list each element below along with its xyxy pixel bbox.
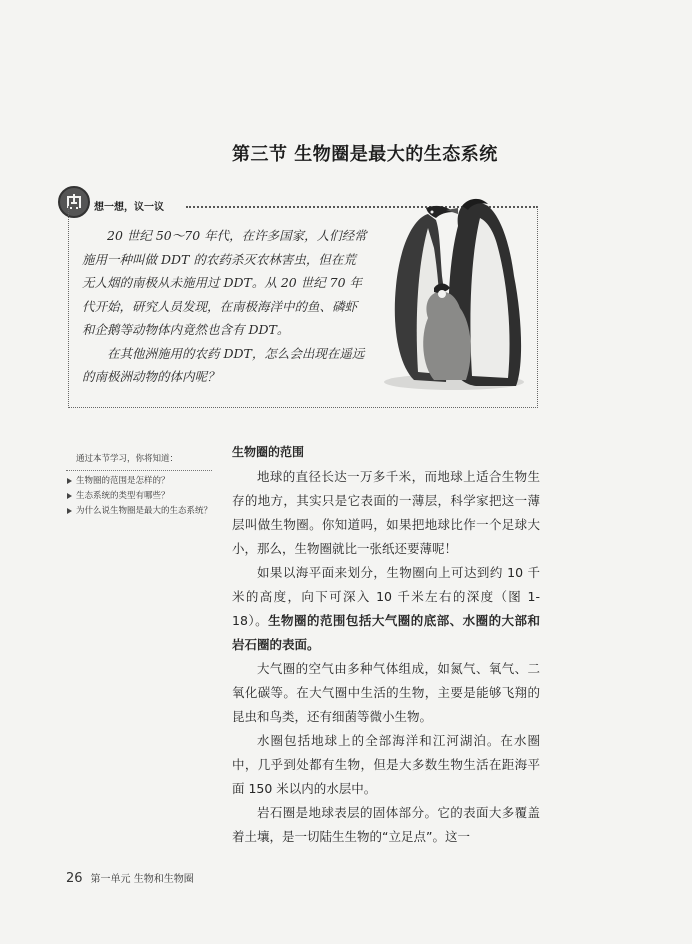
body-paragraph: 地球的直径长达一万多千米，而地球上适合生物生存的地方，其实只是它表面的一薄层，科学家把这一薄层叫做生物圈。你知道吗，如果把地球比作一个足球大小，那么，生物圈就比一张纸还要薄呢！ [232, 469, 540, 556]
think-paragraph: 20 世纪 50～70 年代，在许多国家，人们经常施用一种叫做 DDT 的农药杀灭农林害虫，但在荒无人烟的南极从未施用过 DDT。从 20 世纪 70 年代开始，研究人员发现，在南极海洋中的鱼、磷虾和企鹅等动物体内竟然也含有 DDT。 [82, 228, 367, 337]
think-paragraph: 在其他洲施用的农药 DDT，怎么会出现在遥远的南极洲动物的体内呢？ [82, 345, 365, 384]
learning-goals [66, 452, 212, 519]
think-text [82, 224, 368, 389]
think-label: 想一想，议一议 [94, 202, 164, 213]
body-paragraph: 大气圈的空气由多种气体组成，如氮气、氧气、二氧化碳等。在大气圈中生活的生物，主要是能够飞翔的昆虫和鸟类，还有细菌等微小生物。 [232, 661, 540, 724]
body-paragraph [232, 561, 540, 657]
section-title: 第三节 生物圈是最大的生态系统 [232, 144, 498, 165]
learning-goal-item: 生态系统的类型有哪些？ [66, 489, 212, 504]
unit-title: 第一单元 生物和生物圈 [90, 874, 194, 885]
body-paragraph: 岩石圈是地球表层的固体部分。它的表面大多覆盖着土壤，是一切陆生生物的“立足点”。这一 [232, 805, 540, 844]
page-number: 26 [66, 871, 83, 886]
body-paragraph: 水圈包括地球上的全部海洋和江河湖泊。在水圈中，几乎到处都有生物，但是大多数生物生活在距海平面 150 米以内的水层中。 [232, 733, 540, 796]
learning-goal-item: 生物圈的范围是怎样的？ [66, 474, 212, 489]
body-text [232, 443, 540, 849]
penguin-illustration [384, 196, 540, 392]
subheading: 生物圈的范围 [232, 445, 305, 459]
learning-goal-item: 为什么说生物圈是最大的生态系统？ [66, 504, 212, 519]
page-footer [66, 870, 194, 886]
key-statement: 生物圈的范围包括大气圈的底部、水圈的大部和岩石圈的表面。 [232, 613, 540, 652]
body-text-normal: 如果以海平面来划分，生物圈向上可达到约 10 千米的高度，向下可深入 10 千米左右的深度（图 1-18）。 [232, 565, 540, 628]
learning-goals-heading: 通过本节学习，你将知道： [66, 452, 212, 471]
